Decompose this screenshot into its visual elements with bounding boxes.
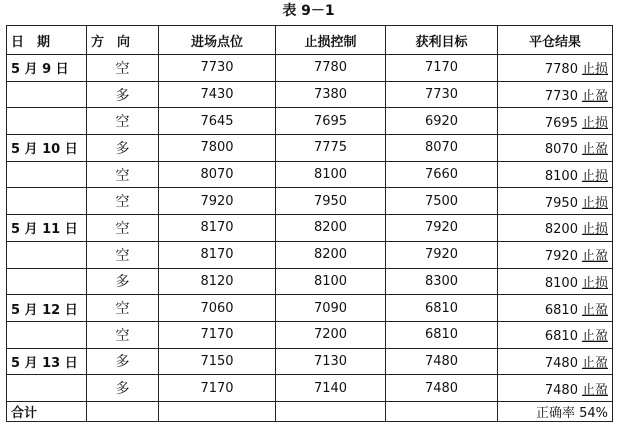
target-cell: 7920 [386,215,498,242]
direction-cell: 空 [87,321,159,348]
stop-loss-cell: 8100 [276,161,386,188]
target-cell: 7920 [386,241,498,268]
total-empty-entry [159,402,276,422]
entry-cell: 7430 [159,81,276,108]
total-result: 正确率 54% [498,402,613,422]
table-caption: 表 9－1 [282,3,335,19]
entry-cell: 8120 [159,268,276,295]
date-cell: 5 月 10 日 [7,135,87,162]
result-value: 7480 [544,382,578,398]
total-row [7,402,613,422]
header-direction: 方 向 [87,26,159,55]
direction-cell: 空 [87,295,159,322]
result-tag: 止损 [581,195,608,211]
result-cell [498,375,613,402]
result-tag: 止损 [581,62,608,78]
table-row [7,108,613,135]
result-cell [498,161,613,188]
result-tag: 止盈 [581,329,608,345]
direction-cell: 多 [87,348,159,375]
date-cell [7,188,87,215]
date-cell [7,108,87,135]
direction-cell: 多 [87,375,159,402]
result-tag: 止盈 [581,89,608,105]
result-cell [498,188,613,215]
table-row [7,161,613,188]
table-row [7,81,613,108]
target-cell: 6810 [386,295,498,322]
result-cell [498,348,613,375]
stop-loss-cell: 7775 [276,135,386,162]
result-tag: 止损 [581,115,608,131]
stop-loss-cell: 7200 [276,321,386,348]
result-tag: 止盈 [581,142,608,158]
target-cell: 7730 [386,81,498,108]
total-empty-stop [276,402,386,422]
total-label: 合计 [7,402,87,422]
stop-loss-cell: 7140 [276,375,386,402]
target-cell: 7500 [386,188,498,215]
date-cell [7,161,87,188]
table-row [7,321,613,348]
date-cell [7,375,87,402]
direction-cell: 多 [87,135,159,162]
stop-loss-cell: 7780 [276,55,386,82]
table-row [7,55,613,82]
table-row [7,241,613,268]
date-cell [7,241,87,268]
header-stop-loss: 止损控制 [276,26,386,55]
header-target: 获利目标 [386,26,498,55]
result-value: 7920 [544,249,578,265]
entry-cell: 8170 [159,215,276,242]
date-cell: 5 月 12 日 [7,295,87,322]
target-cell: 8070 [386,135,498,162]
table-row [7,348,613,375]
stop-loss-cell: 7695 [276,108,386,135]
result-value: 7695 [544,115,578,131]
stop-loss-cell: 8100 [276,268,386,295]
total-empty-direction [87,402,159,422]
stop-loss-cell: 8200 [276,241,386,268]
result-value: 7950 [544,195,578,211]
result-tag: 止盈 [581,302,608,318]
entry-cell: 7170 [159,321,276,348]
entry-cell: 7150 [159,348,276,375]
result-cell [498,108,613,135]
result-cell [498,215,613,242]
entry-cell: 7060 [159,295,276,322]
direction-cell: 空 [87,188,159,215]
result-value: 7730 [544,89,578,105]
table-row [7,375,613,402]
header-entry: 进场点位 [159,26,276,55]
result-tag: 止盈 [581,382,608,398]
result-cell [498,295,613,322]
result-cell [498,55,613,82]
result-tag: 止损 [581,275,608,291]
target-cell: 7480 [386,348,498,375]
header-result: 平仓结果 [498,26,613,55]
entry-cell: 7800 [159,135,276,162]
date-cell: 5 月 11 日 [7,215,87,242]
stop-loss-cell: 8200 [276,215,386,242]
result-tag: 止损 [581,169,608,185]
entry-cell: 7920 [159,188,276,215]
direction-cell: 空 [87,108,159,135]
result-value: 7480 [544,355,578,371]
date-cell: 5 月 13 日 [7,348,87,375]
target-cell: 7660 [386,161,498,188]
result-cell [498,81,613,108]
target-cell: 7170 [386,55,498,82]
result-tag: 止盈 [581,249,608,265]
header-row [7,26,613,55]
target-cell: 6810 [386,321,498,348]
stop-loss-cell: 7380 [276,81,386,108]
table-row [7,188,613,215]
result-tag: 止盈 [581,355,608,371]
date-cell [7,268,87,295]
result-value: 8100 [544,275,578,291]
direction-cell: 多 [87,268,159,295]
result-value: 8200 [544,222,578,238]
result-value: 6810 [544,329,578,345]
stop-loss-cell: 7090 [276,295,386,322]
stop-loss-cell: 7130 [276,348,386,375]
target-cell: 8300 [386,268,498,295]
result-value: 6810 [544,302,578,318]
result-value: 8070 [544,142,578,158]
direction-cell: 空 [87,215,159,242]
direction-cell: 空 [87,241,159,268]
entry-cell: 7170 [159,375,276,402]
target-cell: 6920 [386,108,498,135]
result-value: 8100 [544,169,578,185]
result-cell [498,135,613,162]
stop-loss-cell: 7950 [276,188,386,215]
table-row [7,215,613,242]
trade-results-table [6,25,613,422]
direction-cell: 空 [87,55,159,82]
target-cell: 7480 [386,375,498,402]
entry-cell: 7645 [159,108,276,135]
result-cell [498,241,613,268]
direction-cell: 空 [87,161,159,188]
header-date: 日 期 [7,26,87,55]
direction-cell: 多 [87,81,159,108]
total-empty-target [386,402,498,422]
date-cell: 5 月 9 日 [7,55,87,82]
entry-cell: 7730 [159,55,276,82]
table-row [7,135,613,162]
table-row [7,268,613,295]
table-row [7,295,613,322]
result-tag: 止损 [581,222,608,238]
result-cell [498,268,613,295]
date-cell [7,81,87,108]
entry-cell: 8170 [159,241,276,268]
result-value: 7780 [544,62,578,78]
result-cell [498,321,613,348]
entry-cell: 8070 [159,161,276,188]
date-cell [7,321,87,348]
